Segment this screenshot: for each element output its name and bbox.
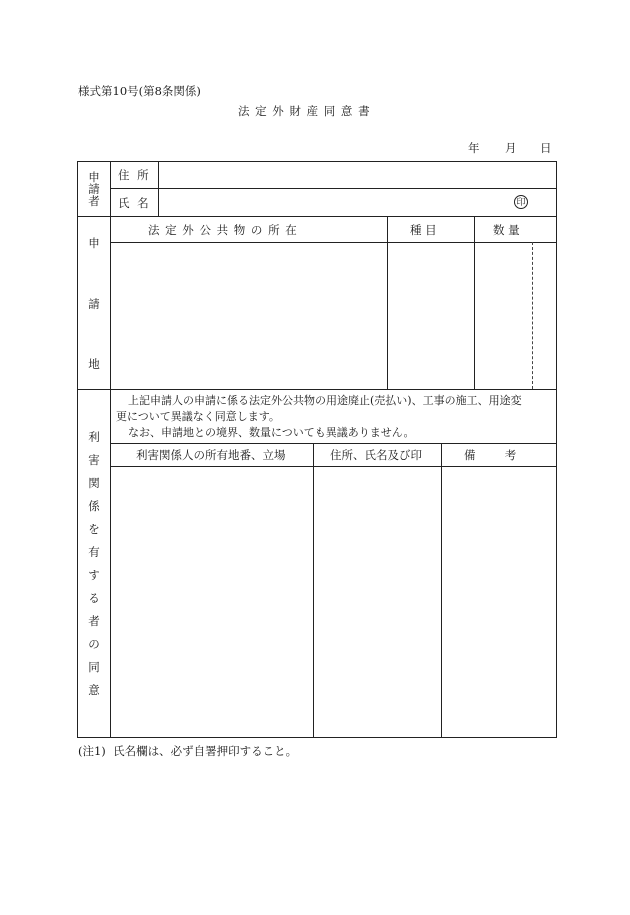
land-quantity-field[interactable] [476,244,555,387]
consent-statement-line-1: 上記申請人の申請に係る法定外公共物の用途廃止(売払い)、工事の施工、用途変 [128,394,522,407]
land-label-char-1: 申 [88,236,100,250]
consent-col-divider-1 [313,443,314,738]
land-label-char-2: 請 [88,297,100,311]
applicant-label-divider [158,161,159,216]
consent-lot-field[interactable] [112,468,311,736]
consent-col-lot: 利害関係人の所有地番、立場 [136,448,286,462]
date-year-label: 年 [468,141,480,155]
land-category-field[interactable] [389,244,472,387]
applicant-row-divider [110,188,557,189]
consent-statement-divider [110,443,557,444]
consent-col-divider-2 [441,443,442,738]
consent-statement-line-2: 更について異議なく同意します。 [116,410,280,423]
consent-label-char-7: す [88,568,100,582]
consent-label-char-6: 有 [88,545,100,559]
applicant-address-field[interactable] [160,163,554,186]
section-divider-applicant [77,216,557,217]
consent-col-address: 住所、氏名及び印 [330,448,422,462]
consent-remarks-field[interactable] [443,468,555,736]
applicant-label-char-2: 請 [88,182,100,196]
consent-label-char-10: の [88,637,100,651]
applicant-name-field[interactable] [160,190,505,214]
date-day-label: 日 [540,141,552,155]
section-divider-land [77,389,557,390]
consent-label-char-3: 関 [88,476,100,490]
consent-label-char-5: を [88,522,100,536]
land-col-category: 種 目 [410,223,437,237]
name-label: 氏 名 [118,196,151,210]
consent-label-char-9: 者 [88,614,100,628]
consent-header-divider [110,466,557,467]
land-col-divider-1 [387,216,388,389]
consent-statement-line-3: なお、申請地との境界、数量についても異議ありません。 [128,426,415,439]
footnote: (注1) 氏名欄は、必ず自署押印すること。 [78,744,298,758]
consent-label-char-8: る [88,591,100,605]
consent-label-char-11: 同 [88,660,100,674]
consent-label-char-1: 利 [88,430,100,444]
land-label-char-3: 地 [88,357,100,371]
land-col-location: 法 定 外 公 共 物 の 所 在 [148,223,298,237]
address-label: 住 所 [118,168,151,182]
date-month-label: 月 [505,141,517,155]
document-title: 法 定 外 財 産 同 意 書 [238,104,371,118]
consent-label-char-12: 意 [88,683,100,697]
label-column-divider [110,161,111,738]
applicant-label-char-1: 申 [88,170,100,184]
consent-label-char-2: 害 [88,453,100,467]
applicant-label-char-3: 者 [88,194,100,208]
consent-address-field[interactable] [315,468,439,736]
land-header-divider [110,242,557,243]
seal-mark: 印 [514,195,528,209]
consent-col-remarks: 備 考 [464,448,517,462]
land-col-quantity: 数 量 [493,223,520,237]
land-location-field[interactable] [112,244,385,387]
form-number: 様式第10号(第8条関係) [78,84,201,98]
consent-label-char-4: 係 [88,499,100,513]
land-col-divider-2 [474,216,475,389]
